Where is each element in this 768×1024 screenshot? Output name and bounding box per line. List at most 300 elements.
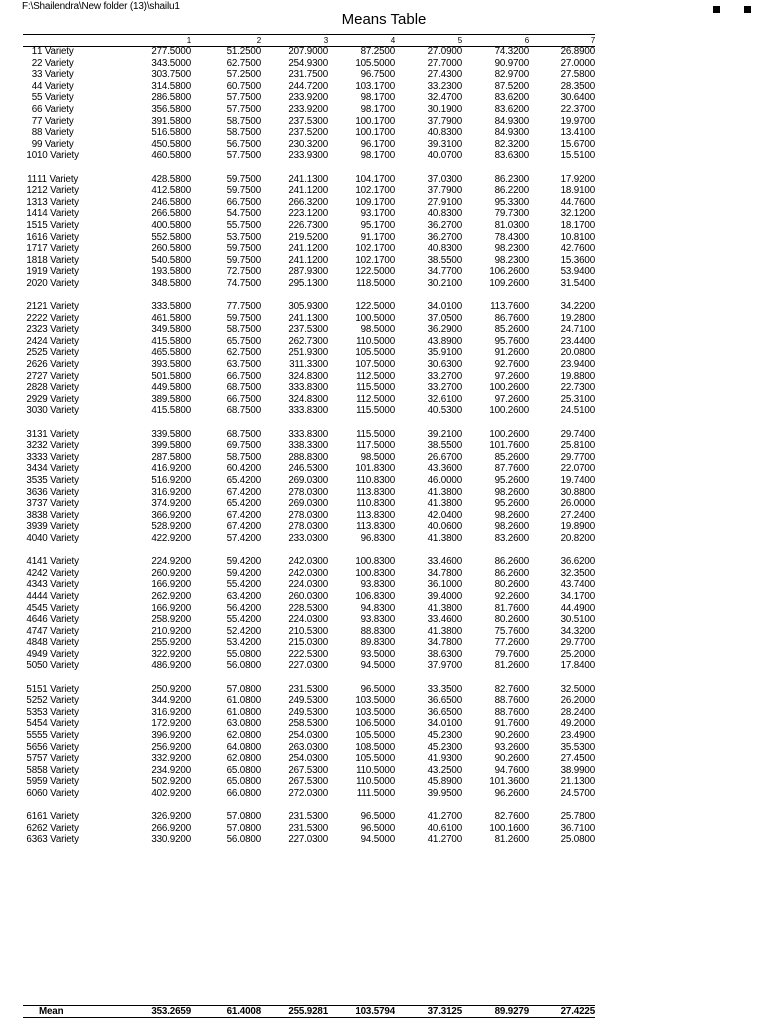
- table-cell: 333.8300: [288, 405, 328, 417]
- table-cell: 80.2600: [494, 614, 529, 626]
- table-cell: 237.5200: [288, 127, 328, 139]
- table-row: [23, 243, 595, 255]
- table-cell: 278.0300: [288, 509, 328, 521]
- table-cell: 242.0300: [288, 567, 328, 579]
- table-cell: 102.1700: [355, 254, 395, 266]
- variety-name: 42 Variety: [37, 567, 79, 579]
- variety-name: 60 Variety: [37, 788, 79, 799]
- table-cell: 262.7300: [288, 335, 328, 347]
- table-cell: 333.8300: [288, 428, 328, 440]
- table-cell: 29.7700: [560, 637, 595, 649]
- table-cell: 27.4300: [427, 69, 462, 81]
- table-row: [23, 695, 595, 707]
- table-cell: 242.0300: [288, 556, 328, 568]
- table-cell: 38.6300: [427, 648, 462, 660]
- table-cell: 332.9200: [151, 753, 191, 765]
- table-row: [23, 823, 595, 835]
- table-cell: 416.9200: [151, 463, 191, 475]
- mean-label: Mean: [39, 1006, 64, 1017]
- variety-name: 57 Variety: [37, 753, 79, 765]
- variety-name: 63 Variety: [37, 834, 79, 846]
- variety-name: 18 Variety: [37, 254, 79, 266]
- table-cell: 230.3200: [288, 138, 328, 150]
- row-index: 58: [26, 764, 37, 776]
- table-cell: 110.5000: [356, 776, 395, 788]
- table-cell: 38.5500: [427, 254, 462, 266]
- table-cell: 25.2000: [560, 648, 595, 660]
- variety-name: 44 Variety: [37, 590, 79, 602]
- table-cell: 278.0300: [288, 521, 328, 533]
- variety-name: 34 Variety: [37, 463, 79, 475]
- table-cell: 88.7600: [494, 695, 529, 707]
- table-cell: 40.8300: [427, 243, 462, 255]
- variety-name: 15 Variety: [37, 219, 79, 231]
- row-index: 36: [26, 486, 37, 498]
- row-index: 18: [26, 254, 37, 266]
- table-cell: 234.9200: [151, 764, 191, 776]
- table-cell: 113.8300: [356, 521, 395, 533]
- row-index: 45: [26, 602, 37, 614]
- table-cell: 34.7800: [427, 637, 462, 649]
- table-cell: 231.5300: [288, 822, 328, 834]
- table-row: [23, 208, 595, 220]
- table-cell: 34.7800: [427, 567, 462, 579]
- table-cell: 108.5000: [355, 741, 395, 753]
- table-row: [23, 637, 595, 649]
- table-cell: 39.3100: [427, 138, 462, 150]
- column-header: 4: [390, 36, 395, 45]
- table-cell: 104.1700: [355, 173, 395, 185]
- table-cell: 62.0800: [226, 730, 261, 742]
- table-cell: 34.7700: [427, 266, 462, 278]
- table-cell: 122.5000: [355, 266, 395, 278]
- table-row: [23, 104, 595, 116]
- table-cell: 113.8300: [356, 486, 395, 498]
- table-cell: 250.9200: [151, 683, 191, 695]
- table-cell: 35.9100: [427, 347, 462, 359]
- table-cell: 30.1900: [427, 103, 462, 115]
- table-cell: 227.0300: [288, 660, 328, 672]
- group-spacer: [23, 417, 595, 429]
- table-cell: 36.6200: [560, 556, 595, 568]
- table-cell: 43.7400: [560, 579, 595, 591]
- table-cell: 45.2300: [427, 741, 462, 753]
- table-row: [23, 730, 595, 742]
- table-cell: 266.9200: [151, 822, 191, 834]
- table-cell: 399.5800: [151, 440, 191, 452]
- table-cell: 58.7500: [226, 115, 261, 127]
- table-row: [23, 394, 595, 406]
- variety-name: 33 Variety: [37, 451, 79, 463]
- table-row: [23, 452, 595, 464]
- group-spacer: [23, 545, 595, 557]
- table-cell: 55.0800: [226, 648, 261, 660]
- table-cell: 93.1700: [360, 208, 395, 220]
- table-cell: 30.8800: [560, 486, 595, 498]
- table-cell: 241.1300: [288, 312, 328, 324]
- row-index: 28: [26, 382, 37, 394]
- table-cell: 237.5300: [288, 115, 328, 127]
- table-row: [23, 753, 595, 765]
- row-index: 38: [26, 509, 37, 521]
- table-cell: 44.4900: [560, 602, 595, 614]
- table-cell: 45.8900: [427, 776, 462, 788]
- table-cell: 74.3200: [494, 46, 529, 57]
- table-cell: 91.7600: [494, 718, 529, 730]
- row-index: 47: [26, 625, 37, 637]
- table-row: [23, 336, 595, 348]
- variety-name: 16 Variety: [37, 231, 79, 243]
- table-cell: 237.5300: [288, 324, 328, 336]
- table-cell: 21.1300: [560, 776, 595, 788]
- table-cell: 86.2600: [494, 556, 529, 568]
- table-cell: 96.5000: [360, 683, 395, 695]
- table-row: [23, 579, 595, 591]
- variety-name: 29 Variety: [37, 393, 79, 405]
- row-index: 6: [31, 103, 37, 115]
- table-cell: 333.8300: [288, 382, 328, 394]
- table-cell: 228.5300: [288, 602, 328, 614]
- table-cell: 66.0800: [226, 788, 261, 799]
- table-cell: 85.2600: [494, 324, 529, 336]
- table-cell: 62.7500: [226, 57, 261, 69]
- table-cell: 56.0800: [226, 834, 261, 846]
- table-row: [23, 382, 595, 394]
- table-cell: 91.1700: [360, 231, 395, 243]
- table-cell: 428.5800: [151, 173, 191, 185]
- table-cell: 27.2400: [560, 509, 595, 521]
- table-cell: 19.8800: [560, 370, 595, 382]
- table-cell: 65.0800: [226, 776, 261, 788]
- table-cell: 69.7500: [226, 440, 261, 452]
- table-row: [23, 533, 595, 545]
- table-cell: 115.5000: [356, 382, 395, 394]
- table-cell: 502.9200: [151, 776, 191, 788]
- row-index: 4: [31, 80, 37, 92]
- table-cell: 84.9300: [494, 127, 529, 139]
- variety-name: 21 Variety: [37, 301, 79, 313]
- table-cell: 338.3300: [288, 440, 328, 452]
- table-cell: 57.7500: [226, 103, 261, 115]
- table-cell: 27.7000: [427, 57, 462, 69]
- table-cell: 343.5000: [151, 57, 191, 69]
- table-cell: 41.2700: [427, 811, 462, 823]
- table-row: [23, 58, 595, 70]
- table-cell: 68.7500: [226, 428, 261, 440]
- table-cell: 244.7200: [288, 80, 328, 92]
- table-cell: 30.5100: [560, 614, 595, 626]
- table-cell: 263.0300: [288, 741, 328, 753]
- table-cell: 34.1700: [560, 590, 595, 602]
- table-row: [23, 834, 595, 846]
- table-cell: 57.4200: [226, 532, 261, 544]
- table-cell: 55.7500: [226, 219, 261, 231]
- row-index: 39: [26, 521, 37, 533]
- table-cell: 241.1300: [288, 173, 328, 185]
- variety-name: 39 Variety: [37, 521, 79, 533]
- table-cell: 59.4200: [226, 567, 261, 579]
- table-cell: 316.9200: [151, 706, 191, 718]
- table-cell: 41.3800: [427, 625, 462, 637]
- table-body: [23, 46, 595, 846]
- table-cell: 27.0000: [560, 57, 595, 69]
- table-cell: 24.5700: [560, 788, 595, 799]
- table-cell: 107.5000: [355, 359, 395, 371]
- table-cell: 25.8100: [560, 440, 595, 452]
- table-cell: 100.8300: [355, 556, 395, 568]
- table-cell: 37.0500: [427, 312, 462, 324]
- table-cell: 314.5800: [151, 80, 191, 92]
- table-cell: 231.5300: [288, 683, 328, 695]
- table-cell: 95.3300: [494, 196, 529, 208]
- table-cell: 39.9500: [427, 788, 462, 799]
- table-cell: 486.9200: [151, 660, 191, 672]
- table-cell: 38.5500: [427, 440, 462, 452]
- row-index: 8: [31, 127, 37, 139]
- variety-name: 54 Variety: [37, 718, 79, 730]
- column-header: 7: [590, 36, 595, 45]
- group-spacer: [23, 800, 595, 812]
- table-row: [23, 92, 595, 104]
- table-cell: 246.5800: [151, 196, 191, 208]
- table-cell: 303.7500: [151, 69, 191, 81]
- table-row: [23, 591, 595, 603]
- table-cell: 56.0800: [226, 660, 261, 672]
- table-cell: 82.7600: [494, 683, 529, 695]
- column-header: 2: [256, 36, 261, 45]
- table-cell: 101.7600: [489, 440, 529, 452]
- table-cell: 57.7500: [226, 92, 261, 104]
- table-cell: 34.3200: [560, 625, 595, 637]
- table-cell: 29.7700: [560, 451, 595, 463]
- table-row: [23, 684, 595, 696]
- table-cell: 322.9200: [151, 648, 191, 660]
- table-cell: 528.9200: [151, 521, 191, 533]
- table-cell: 102.1700: [355, 243, 395, 255]
- table-cell: 366.9200: [151, 509, 191, 521]
- table-cell: 117.5000: [356, 440, 395, 452]
- table-cell: 90.2600: [494, 730, 529, 742]
- table-cell: 412.5800: [151, 185, 191, 197]
- table-cell: 223.1200: [288, 208, 328, 220]
- table-cell: 49.2000: [560, 718, 595, 730]
- table-cell: 61.0800: [226, 695, 261, 707]
- row-index: 52: [26, 695, 37, 707]
- row-index: 26: [26, 359, 37, 371]
- variety-name: 46 Variety: [37, 614, 79, 626]
- table-cell: 36.6500: [427, 706, 462, 718]
- table-cell: 254.0300: [288, 730, 328, 742]
- row-index: 43: [26, 579, 37, 591]
- table-cell: 93.8300: [360, 614, 395, 626]
- table-cell: 262.9200: [151, 590, 191, 602]
- table-cell: 68.7500: [226, 382, 261, 394]
- table-cell: 166.9200: [151, 579, 191, 591]
- table-cell: 57.0800: [226, 822, 261, 834]
- table-cell: 103.5000: [355, 706, 395, 718]
- table-cell: 32.4700: [427, 92, 462, 104]
- table-row: [23, 765, 595, 777]
- table-cell: 10.8100: [560, 231, 595, 243]
- table-cell: 103.5000: [355, 695, 395, 707]
- table-cell: 254.9300: [288, 57, 328, 69]
- mean-value: 61.4008: [226, 1006, 261, 1017]
- table-row: [23, 718, 595, 730]
- table-cell: 374.9200: [151, 498, 191, 510]
- column-header-row: [23, 35, 595, 46]
- variety-name: 14 Variety: [37, 208, 79, 220]
- table-cell: 26.6700: [427, 451, 462, 463]
- mean-value: 27.4225: [560, 1006, 595, 1017]
- table-cell: 30.6400: [560, 92, 595, 104]
- table-cell: 37.7900: [427, 185, 462, 197]
- variety-name: 4 Variety: [37, 80, 74, 92]
- table-cell: 84.9300: [494, 115, 529, 127]
- table-cell: 55.4200: [226, 614, 261, 626]
- table-cell: 22.0700: [560, 463, 595, 475]
- table-cell: 58.7500: [226, 127, 261, 139]
- row-index: 61: [26, 811, 37, 823]
- table-cell: 288.8300: [288, 451, 328, 463]
- table-cell: 77.2600: [494, 637, 529, 649]
- table-cell: 449.5800: [151, 382, 191, 394]
- table-cell: 40.8300: [427, 208, 462, 220]
- variety-name: 11 Variety: [37, 173, 79, 185]
- table-cell: 33.2700: [427, 382, 462, 394]
- table-cell: 396.9200: [151, 730, 191, 742]
- table-cell: 37.0300: [427, 173, 462, 185]
- table-cell: 96.8300: [360, 532, 395, 544]
- table-cell: 59.7500: [226, 254, 261, 266]
- variety-name: 5 Variety: [37, 92, 74, 104]
- table-cell: 266.3200: [288, 196, 328, 208]
- table-cell: 97.2600: [494, 393, 529, 405]
- means-table: [23, 35, 595, 846]
- table-cell: 272.0300: [288, 788, 328, 799]
- variety-name: 56 Variety: [37, 741, 79, 753]
- table-cell: 59.7500: [226, 243, 261, 255]
- variety-name: 1 Variety: [37, 46, 74, 57]
- table-cell: 32.5000: [560, 683, 595, 695]
- table-cell: 44.7600: [560, 196, 595, 208]
- variety-name: 19 Variety: [37, 266, 79, 278]
- table-cell: 210.5300: [288, 625, 328, 637]
- table-cell: 79.7300: [494, 208, 529, 220]
- row-index: 37: [26, 498, 37, 510]
- row-index: 33: [26, 451, 37, 463]
- table-cell: 26.2000: [560, 695, 595, 707]
- table-cell: 95.2600: [494, 498, 529, 510]
- row-index: 53: [26, 706, 37, 718]
- table-cell: 27.9100: [427, 196, 462, 208]
- row-index: 54: [26, 718, 37, 730]
- bottom-rule: [23, 1017, 595, 1018]
- table-cell: 501.5800: [151, 370, 191, 382]
- row-index: 31: [26, 428, 37, 440]
- row-index: 55: [26, 730, 37, 742]
- table-cell: 25.3100: [560, 393, 595, 405]
- table-cell: 115.5000: [356, 428, 395, 440]
- table-cell: 53.4200: [226, 637, 261, 649]
- table-cell: 113.7600: [490, 301, 529, 313]
- table-cell: 391.5800: [151, 115, 191, 127]
- table-cell: 34.0100: [427, 301, 462, 313]
- variety-name: 31 Variety: [37, 428, 79, 440]
- table-cell: 22.7300: [560, 382, 595, 394]
- table-row: [23, 568, 595, 580]
- row-index: 57: [26, 753, 37, 765]
- table-cell: 20.0800: [560, 347, 595, 359]
- table-cell: 193.5800: [151, 266, 191, 278]
- table-cell: 106.8300: [355, 590, 395, 602]
- table-cell: 110.5000: [356, 335, 395, 347]
- row-index: 15: [26, 219, 37, 231]
- table-cell: 13.4100: [560, 127, 595, 139]
- variety-name: 43 Variety: [37, 579, 79, 591]
- table-cell: 57.0800: [226, 811, 261, 823]
- table-cell: 92.2600: [494, 590, 529, 602]
- table-cell: 83.2600: [494, 532, 529, 544]
- variety-name: 38 Variety: [37, 509, 79, 521]
- table-cell: 98.2300: [494, 243, 529, 255]
- table-cell: 267.5300: [288, 776, 328, 788]
- table-row: [23, 220, 595, 232]
- variety-name: 55 Variety: [37, 730, 79, 742]
- table-cell: 166.9200: [151, 602, 191, 614]
- row-index: 34: [26, 463, 37, 475]
- mean-value: 255.9281: [288, 1006, 328, 1017]
- table-cell: 74.7500: [226, 277, 261, 289]
- table-cell: 172.9200: [151, 718, 191, 730]
- table-cell: 100.8300: [355, 567, 395, 579]
- table-cell: 57.0800: [226, 683, 261, 695]
- table-cell: 56.7500: [226, 138, 261, 150]
- group-spacer: [23, 162, 595, 174]
- table-cell: 91.2600: [494, 347, 529, 359]
- table-cell: 51.2500: [226, 46, 261, 57]
- table-cell: 233.0300: [288, 532, 328, 544]
- table-cell: 93.2600: [494, 741, 529, 753]
- table-cell: 269.0300: [288, 498, 328, 510]
- variety-name: 30 Variety: [37, 405, 79, 417]
- table-row: [23, 116, 595, 128]
- table-cell: 20.8200: [560, 532, 595, 544]
- table-cell: 100.1700: [355, 127, 395, 139]
- table-cell: 26.0000: [560, 498, 595, 510]
- table-cell: 67.4200: [226, 521, 261, 533]
- row-index: 40: [26, 532, 37, 544]
- table-cell: 286.5800: [151, 92, 191, 104]
- table-cell: 100.1600: [489, 822, 529, 834]
- table-cell: 33.2700: [427, 370, 462, 382]
- variety-name: 13 Variety: [37, 196, 79, 208]
- table-cell: 101.8300: [355, 463, 395, 475]
- table-cell: 26.8900: [560, 46, 595, 57]
- column-header: 3: [323, 36, 328, 45]
- table-cell: 36.7100: [560, 822, 595, 834]
- table-cell: 36.2700: [427, 219, 462, 231]
- table-cell: 115.5000: [356, 405, 395, 417]
- row-index: 17: [26, 243, 37, 255]
- table-cell: 33.3500: [427, 683, 462, 695]
- column-header: 6: [524, 36, 529, 45]
- table-row: [23, 174, 595, 186]
- table-row: [23, 475, 595, 487]
- table-cell: 60.4200: [226, 463, 261, 475]
- table-cell: 22.3700: [560, 103, 595, 115]
- column-header: 1: [186, 36, 191, 45]
- table-cell: 96.5000: [360, 822, 395, 834]
